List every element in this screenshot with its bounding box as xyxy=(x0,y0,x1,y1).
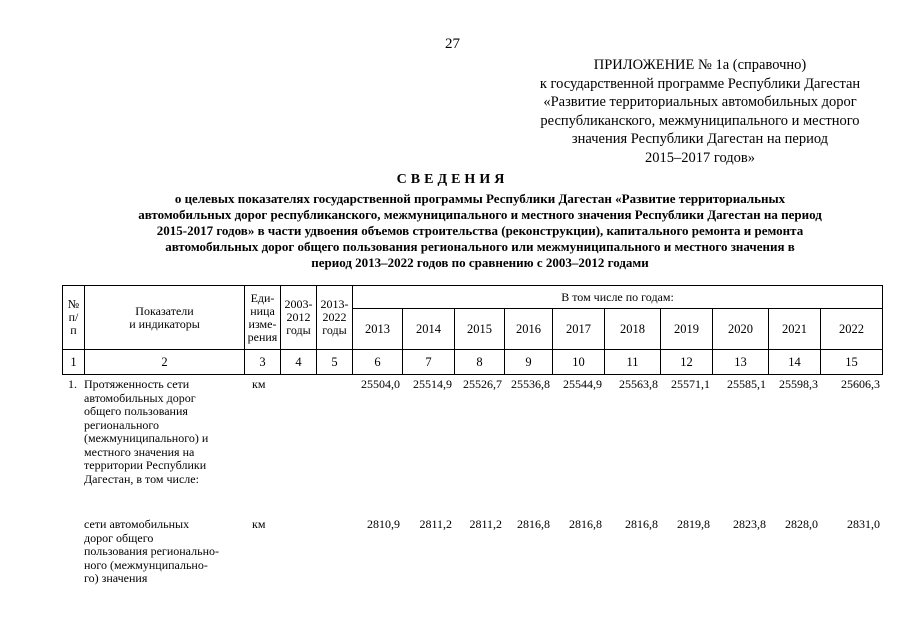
row-value: 25563,8 xyxy=(619,377,658,391)
row-value: 25504,0 xyxy=(361,377,400,391)
header-indicators: Показатели и индикаторы xyxy=(85,286,245,350)
header-year: 2017 xyxy=(553,309,605,350)
row-period-2003-2012 xyxy=(280,378,316,518)
col-number: 14 xyxy=(769,350,821,375)
appendix-line: 2015–2017 годов» xyxy=(644,149,756,166)
header-year: 2013 xyxy=(353,309,403,350)
row-value: 25571,1 xyxy=(671,377,710,391)
col-number: 7 xyxy=(403,350,455,375)
col-number: 15 xyxy=(821,350,883,375)
col-number: 2 xyxy=(85,350,245,375)
row-value: 2810,9 xyxy=(367,517,400,531)
col-number: 1 xyxy=(63,350,85,375)
row-value: 25536,8 xyxy=(511,377,550,391)
appendix-line: «Развитие территориальных автомобильных дорог xyxy=(543,94,857,110)
header-year: 2021 xyxy=(769,309,821,350)
row-number: 1. xyxy=(68,377,77,391)
row-value: 2816,8 xyxy=(517,517,550,531)
header-period-2013-2022: 2013- 2022 годы xyxy=(317,286,353,350)
col-number: 5 xyxy=(317,350,353,375)
col-number: 3 xyxy=(245,350,281,375)
appendix-line: значения Республики Дагестан на период xyxy=(571,131,829,147)
row-value: 2811,2 xyxy=(469,517,502,531)
row-value: 25526,7 xyxy=(463,377,502,391)
row-value: 2811,2 xyxy=(419,517,452,531)
row-number xyxy=(62,518,84,586)
indicators-table-body xyxy=(62,378,882,586)
col-number: 10 xyxy=(553,350,605,375)
col-number: 13 xyxy=(713,350,769,375)
row-indicator: сети автомобильных дорог общего пользования регионально- ного (межмунципально- го) значения xyxy=(84,517,219,585)
subtitle-line: период 2013–2022 годов по сравнению с 2003–2012 годами xyxy=(311,255,649,270)
subtitle-line: автомобильных дорог общего пользования регионального или межмуниципального и местного значения в xyxy=(165,239,795,254)
header-year: 2020 xyxy=(713,309,769,350)
header-by-years: В том числе по годам: xyxy=(353,286,883,309)
appendix-header xyxy=(520,56,880,167)
row-unit: км xyxy=(252,517,266,531)
header-year: 2018 xyxy=(605,309,661,350)
row-period-2013-2022 xyxy=(316,518,352,586)
row-value: 2816,8 xyxy=(625,517,658,531)
table-row xyxy=(62,518,882,586)
row-value: 25544,9 xyxy=(563,377,602,391)
header-year: 2015 xyxy=(455,309,505,350)
row-indicator: Протяженность сети автомобильных дорог общего пользования регионального (межмуниципального) и местного значения на территории Республики Дагестан, в том числе: xyxy=(84,377,209,486)
table-row xyxy=(62,378,882,518)
header-year: 2022 xyxy=(821,309,883,350)
header-period-2003-2012: 2003- 2012 годы xyxy=(281,286,317,350)
page-number: 27 xyxy=(445,36,460,52)
row-value: 25598,3 xyxy=(779,377,818,391)
appendix-line: республиканского, межмуниципального и местного xyxy=(540,112,860,129)
row-value: 2828,0 xyxy=(785,517,818,531)
appendix-line: к государственной программе Республики Дагестан xyxy=(539,75,861,92)
col-number: 11 xyxy=(605,350,661,375)
row-value: 25514,9 xyxy=(413,377,452,391)
header-year: 2014 xyxy=(403,309,455,350)
header-year: 2019 xyxy=(661,309,713,350)
row-value: 25585,1 xyxy=(727,377,766,391)
row-value: 2819,8 xyxy=(677,517,710,531)
row-value: 2823,8 xyxy=(733,517,766,531)
indicators-table-header xyxy=(62,285,883,375)
col-number: 12 xyxy=(661,350,713,375)
col-number: 9 xyxy=(505,350,553,375)
header-year: 2016 xyxy=(505,309,553,350)
header-unit: Еди- ница изме- рения xyxy=(245,286,281,350)
row-period-2003-2012 xyxy=(280,518,316,586)
subtitle-line: о целевых показателях государственной программы Республики Дагестан «Развитие территориальных xyxy=(174,191,786,206)
col-number: 8 xyxy=(455,350,505,375)
col-number: 4 xyxy=(281,350,317,375)
subtitle-line: автомобильных дорог республиканского, межмуниципального и местного значения Республики Дагестан на период xyxy=(138,207,822,222)
row-value: 25606,3 xyxy=(841,377,880,391)
subtitle-line: 2015-2017 годов» в части удвоения объемов строительства (реконструкции), капитального ремонта и ремонта xyxy=(156,223,804,238)
appendix-line: ПРИЛОЖЕНИЕ № 1а (справочно) xyxy=(593,57,807,73)
col-number: 6 xyxy=(353,350,403,375)
document-subtitle xyxy=(100,191,860,271)
document-title: СВЕДЕНИЯ xyxy=(396,172,509,187)
row-period-2013-2022 xyxy=(316,378,352,518)
row-value: 2816,8 xyxy=(569,517,602,531)
row-value: 2831,0 xyxy=(847,517,880,531)
header-num: № п/ п xyxy=(63,286,85,350)
row-unit: км xyxy=(252,377,266,391)
